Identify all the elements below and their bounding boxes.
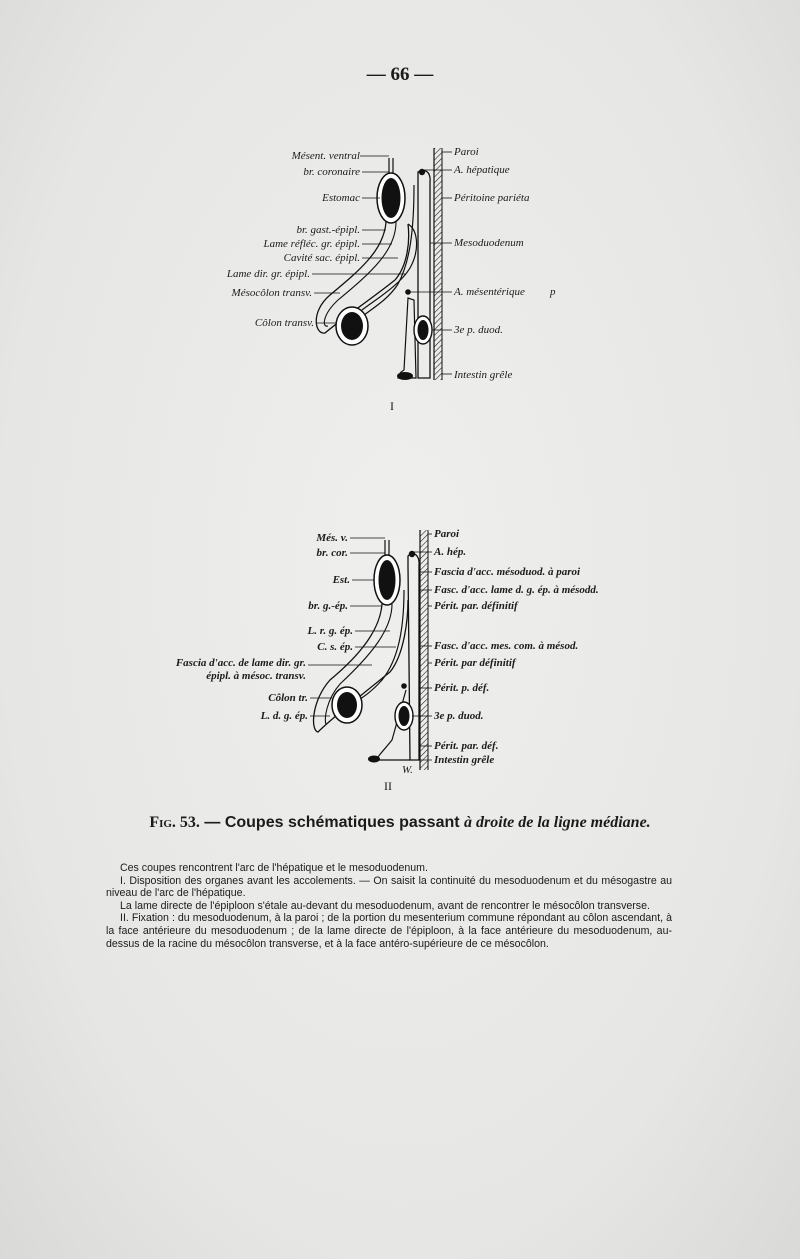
paragraph-2: I. Disposition des organes avant les accolements. — On saisit la continuité du mesoduodenum et du mésogastre au niveau de l'arc de l'hépatique.	[106, 874, 672, 900]
caption-text-a: — Coupes schématiques passant	[199, 814, 465, 831]
label-fascia-mesoduod: Fascia d'acc. mésoduod. à paroi	[434, 566, 581, 578]
label-a-hep: A. hép.	[434, 546, 467, 558]
page-number: — 66 —	[366, 64, 434, 85]
label-perit-p-def: Périt. p. déf.	[434, 682, 490, 694]
small-intestine	[397, 372, 413, 380]
mesenteric-artery	[405, 289, 411, 295]
caption-text-b: à droite de la ligne médiane.	[464, 814, 651, 831]
label-lame-dir: Lame dir. gr. épipl.	[226, 268, 310, 280]
label-3e-p-duod-2: 3e p. duod.	[434, 710, 484, 722]
label-colon-transv: Côlon transv.	[254, 317, 314, 329]
label-a-mesenterique: A. mésentérique	[454, 286, 525, 298]
wall-hatch	[434, 148, 442, 380]
label-l-r-g-ep: L. r. g. ép.	[307, 625, 353, 637]
label-c-s-ep: C. s. ép.	[317, 641, 353, 653]
label-paroi: Paroi	[454, 146, 479, 158]
label-intestin-grele: Intestin grêle	[454, 369, 513, 381]
label-estomac: Estomac	[322, 192, 360, 204]
label-perit-par-definitif: Périt. par. définitif	[434, 600, 518, 612]
transverse-colon-lumen-2	[337, 692, 357, 718]
caption-fig-number: Fig. 53.	[149, 814, 200, 831]
label-perit-par-definitif-2: Périt. par définitif	[434, 657, 516, 669]
paragraph-4: II. Fixation : du mesoduodenum, à la paroi ; de la portion du mesenterium commune répondant au côlon ascendant, à la face antérieure du mesoduodenum ; de la lame directe de l'épiploon, à la face antérieure du mesoduodenum, au-dessus de la racine du mésocôlon transverse, et à la face antéro-supérieure de ce mésocôlon.	[106, 912, 672, 950]
label-3e-p-duod: 3e p. duod.	[454, 324, 503, 336]
duodenum-lumen-2	[399, 706, 410, 726]
label-fascia-lame-dir: Fascia d'acc. de lame dir. gr.	[175, 657, 306, 669]
label-p: p	[550, 286, 556, 298]
label-mesocolon-transv: Mésocôlon transv.	[231, 287, 312, 299]
label-a-hepatique: A. hépatique	[454, 164, 510, 176]
stomach-lumen	[382, 178, 401, 218]
label-br-gast-epipl: br. gast.-épipl.	[296, 224, 360, 236]
transverse-colon-lumen	[341, 312, 363, 340]
label-epipl-mesoc: épipl. à mésoc. transv.	[206, 670, 306, 682]
paragraph-1: Ces coupes rencontrent l'arc de l'hépatique et le mesoduodenum.	[120, 862, 428, 874]
wall-hatch-2	[420, 530, 428, 770]
label-est: Est.	[332, 574, 350, 586]
label-colon-tr: Côlon tr.	[268, 692, 308, 704]
caption-body-text	[106, 862, 672, 950]
label-perit-par-def: Périt. par. déf.	[434, 740, 499, 752]
label-l-d-g-ep: L. d. g. ép.	[260, 710, 308, 722]
label-lame-reflec: Lame réfléc. gr. épipl.	[263, 238, 360, 250]
label-fasc-mes-com: Fasc. d'acc. mes. com. à mésod.	[434, 640, 579, 652]
label-peritoine-parieta: Péritoine pariéta	[454, 192, 530, 204]
engraver-signature: W.	[402, 764, 413, 776]
label-mesentere-ventral: Mésent. ventral	[291, 150, 360, 162]
mesoduodenum-fold	[418, 170, 430, 378]
figure-1-numeral: I	[390, 399, 394, 413]
paragraph-3: La lame directe de l'épiploon s'étale au-devant du mesoduodenum, avant de rencontrer le mésocôlon transverse.	[120, 899, 650, 912]
label-mesoduodenum: Mesoduodenum	[454, 237, 524, 249]
label-br-cor: br. cor.	[316, 547, 348, 559]
duodenum-lumen	[418, 320, 429, 340]
small-intestine-2	[368, 756, 380, 763]
figure-caption	[0, 814, 800, 832]
label-fasc-lame: Fasc. d'acc. lame d. g. ép. à mésodd.	[434, 584, 599, 596]
label-intestin-grele-2: Intestin grêle	[434, 754, 495, 766]
label-br-g-ep: br. g.-ép.	[308, 600, 348, 612]
stomach-lumen-2	[379, 560, 396, 600]
label-paroi-2: Paroi	[434, 528, 460, 540]
label-br-coronaire: br. coronaire	[303, 166, 360, 178]
figure-2-numeral: II	[384, 779, 392, 793]
label-mes-v: Més. v.	[316, 532, 348, 544]
label-cavite-sac: Cavité sac. épipl.	[283, 252, 360, 264]
figure-2-diagram	[175, 528, 599, 793]
figure-1-diagram	[226, 146, 556, 413]
